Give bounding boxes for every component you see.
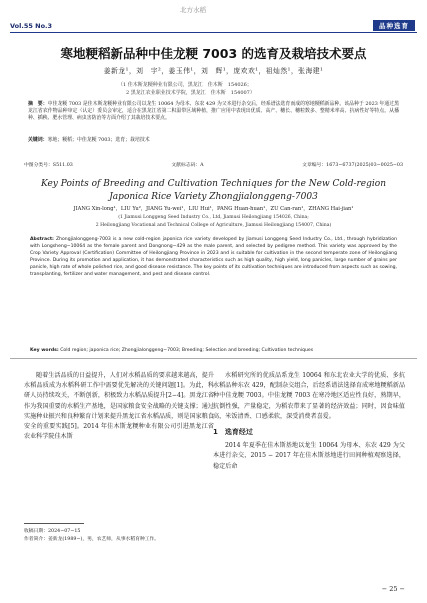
footnote-rule (24, 523, 84, 524)
section-badge: 品种选育 (373, 20, 415, 31)
cn-affiliation-1: （1 佳木斯龙粳种业有限公司，黑龙江 佳木斯 154026； (118, 82, 252, 88)
en-title (0, 178, 427, 204)
en-abstract-text: Zhongjialonggeng-7003 is a new cold-region japonica rice variety developed by Jiamusi Longgeng Seed Industry Co., Ltd., through hybridization with Longsheng−10064 as the female parent and Dongnong−429 as the male parent, and selected by pedigree method. This variety was approved by the Crop Variety Approval (Certification) Committee of Heilongjiang Province in 2023 and is suitable for cultivation in the second temperate zone of Heilongjiang Province. During its promotion and application, it has demonstrated characteristics such as high quality, high yield, long panicles, large number of grains per panicle, high rate of whole polished rice, and good disease resistance. The key points of its cultivation techniques are introduced from aspects such as sowing, transplanting, fertilizer and water management, and pest and disease control. (30, 237, 397, 278)
cn-keywords-text: 寒地；粳稻；中佳龙粳 7003；选育；栽培技术 (47, 137, 150, 143)
intro-paragraph-continued: 水稻研究所的优质品系龙生 10064 和东北农业大学的优质、多抗水稻品种东农 429，配制杂交组合，后经系谱法选择育成寒地粳稻新品种中佳龙粳 7003。中佳龙粳 7003 在寒冷地区适应性良好，熟期早，抗倒性强，产量稳定，为稻农带来了显著的经济效益；同时，因食味值高，米饭清香、口感柔软，深受消费者喜爱。 (213, 372, 405, 420)
page-number: − 25 − (381, 585, 405, 593)
en-keywords-label: Key words: (30, 348, 59, 353)
en-abstract-label: Abstract: (30, 237, 54, 242)
cn-title: 寒地粳稻新品种中佳龙粳 7003 的选育及栽培技术要点 (60, 46, 367, 61)
footnote (24, 528, 210, 544)
en-affiliation-2: 2 Heilongjiang Vocational and Technical College of Agriculture, Jiamusi Heilongjiang 154007, China) (95, 223, 332, 228)
section-1-heading: 1 选育经过 (213, 428, 253, 437)
cn-affiliation-2: 2 黑龙江农业职业技术学院，黑龙江 佳木斯 154007） (126, 90, 255, 96)
received-date: 收稿日期：2024−07−15 (24, 529, 81, 534)
volume-label: Vol.55 No.3 (10, 22, 53, 30)
header-rule (10, 32, 417, 33)
en-affiliation-1: (1 Jiamusi Longgeng Seed Industry Co., Ltd, Jiamusi Heilongjiang 154026, China; (118, 215, 309, 220)
en-keywords-text: Cold region; japonica rice; Zhongjialonggeng−7003; Breeding; Selection and breeding; Cultivation techniques (60, 348, 314, 353)
en-abstract (30, 236, 397, 279)
section-divider (10, 358, 417, 359)
cn-keywords-label: 关键词： (28, 137, 48, 143)
en-keywords (30, 348, 397, 353)
journal-name: 北方水稻 (180, 6, 206, 14)
article-meta (24, 161, 403, 168)
cn-abstract-text: 中佳龙粳 7003 是佳木斯龙粳种业有限公司以龙生 10064 为母本、东农 429 为父本进行杂交后，经系谱法选育而成的寒地粳稻新品种。该品种于 2023 年通过黑龙江省农作物品种审定（认定）委员会审定，适合在黑龙江省第二积温带区域种植，推广应用中表现出优质、高产、穗长、穗粒数多、整精米率高、抗病性好等特点。从播种、插秧、肥水管理、病虫害防治等方面介绍了其栽培技术要点。 (28, 101, 399, 122)
body-column-left (24, 371, 214, 442)
en-title-line-2: Japonica Rice Variety Zhongjialonggeng-7003 (109, 192, 318, 202)
author-bio: 作者简介：姜新龙(1989−)，男，农艺师，从事水稻育种工作。 (24, 537, 160, 542)
intro-paragraph: 随着生活品质的日益提升，人们对水稻品质的要求越来越高，提升水稻品质成为水稻科研工作中需要优先解决的关键问题[1]。为此，科研人员持续攻关，不断创新，积极致力水稻品质提升[2−4]。黑龙江省作为我国重要的水稻生产基地，是国家粮食安全战略的关键支撑；通过实施种业振兴和良种繁育计划来提升黑龙江省水稻品质，则是国家粮食安全的重要实践[5]。2014 年佳木斯龙粳种业有限公司引进黑龙江省农业科学院佳木斯 (24, 372, 214, 441)
en-authors: JIANG Xin-long¹，LIU Yu²，JIANG Yu-wei¹，LIU Hui¹，PANG Huan-huan¹，ZU Can-ran¹，ZHANG Hai-jian¹ (73, 206, 354, 212)
cn-abstract-label: 摘 要： (28, 101, 48, 107)
clc-number: 中图分类号：S511.03 (24, 163, 73, 168)
cn-keywords (28, 137, 399, 144)
cn-abstract (28, 101, 399, 123)
body-column-right (213, 371, 405, 472)
section-1-paragraph: 2014 年夏季在佳木斯基地以龙生 10064 为母本、东农 429 为父本进行杂交，2015 − 2017 年在佳木斯基地进行田间种植观察选择，稳定后命 (213, 442, 405, 470)
en-title-line-1: Key Points of Breeding and Cultivation Techniques for the New Cold-region (41, 179, 386, 189)
cn-authors: 姜新龙¹，刘 宇²，姜玉伟¹，刘 辉¹，庞欢欢¹，祖灿然¹，张海建¹ (103, 67, 324, 75)
doc-code: 文献标志码：A (171, 163, 204, 168)
article-number: 文章编号：1673−6737(2025)03−0025−03 (302, 163, 403, 168)
